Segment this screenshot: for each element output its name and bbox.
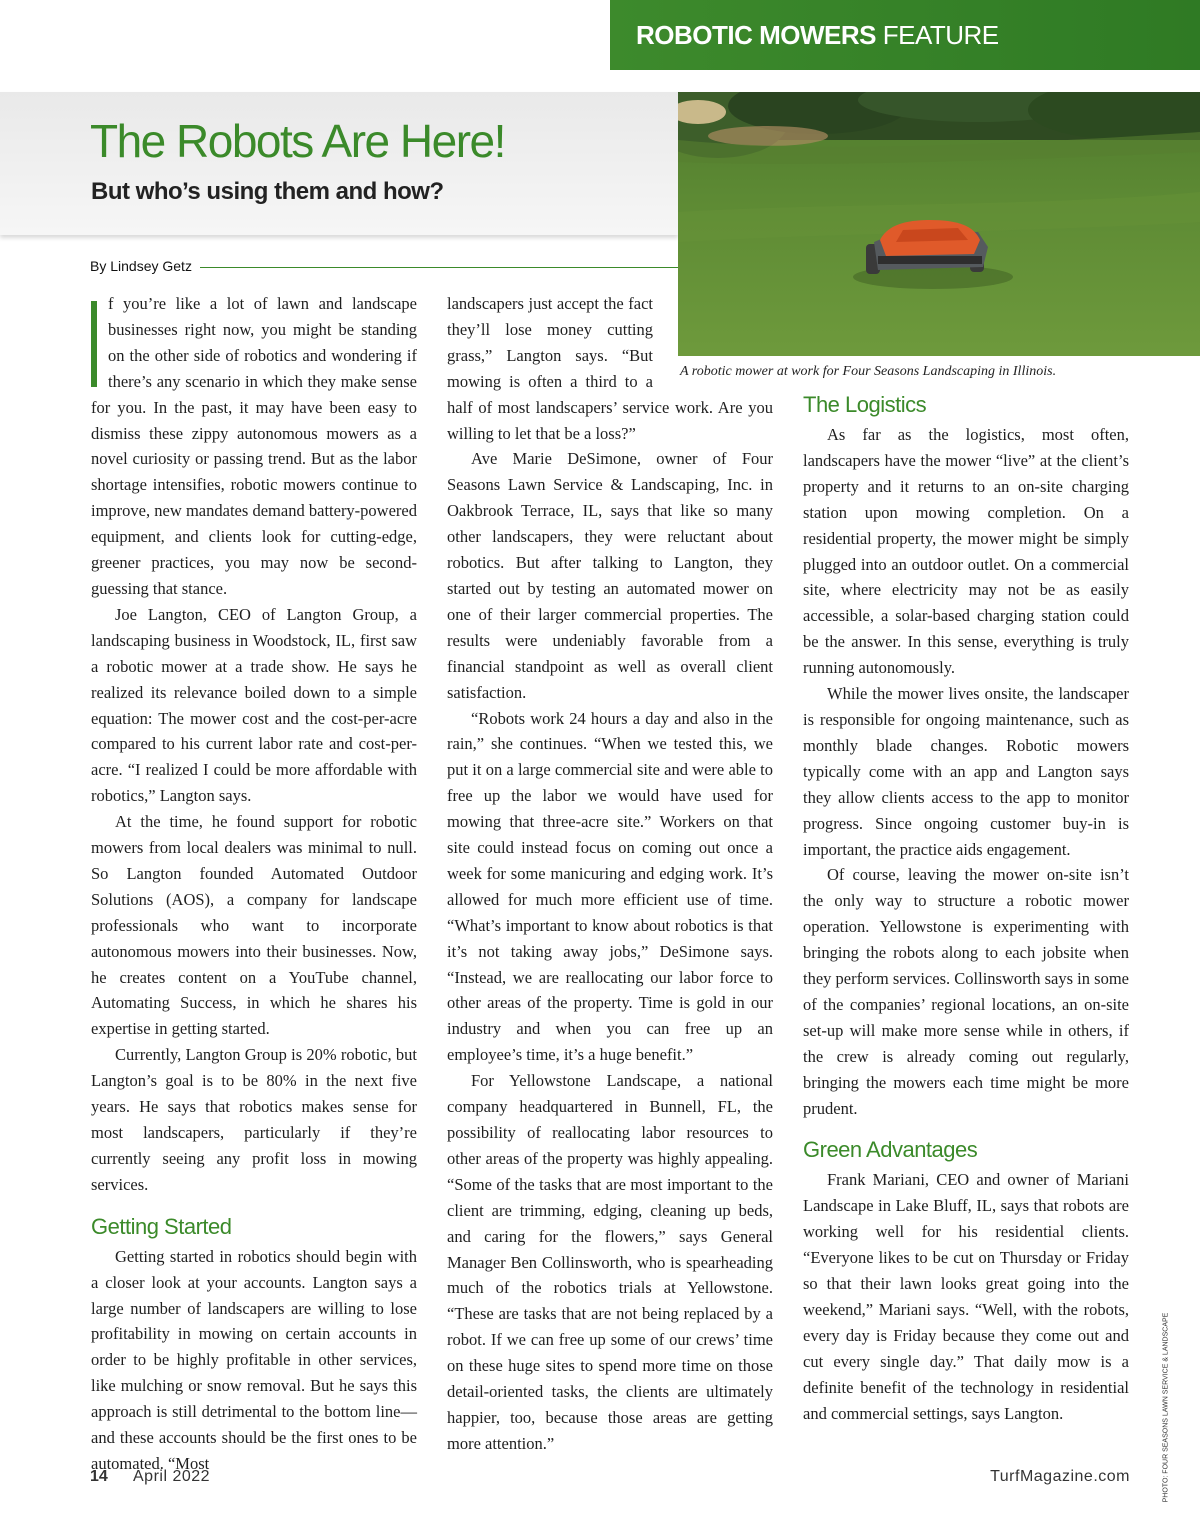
magazine-website: TurfMagazine.com (990, 1468, 1130, 1485)
article-subtitle: But who’s using them and how? (91, 178, 444, 205)
paragraph: Currently, Langton Group is 20% robotic, but Langton’s goal is to be 80% in the next five years. He says that robotics makes sense for most landscapers, particularly if they’re currently seeing any profit loss in mowing services. (91, 1045, 417, 1194)
section-heading-getting-started: Getting Started (91, 1213, 232, 1239)
paragraph: Getting started in robotics should begin with a closer look at your accounts. Langton says a large number of landscapers are willing to lose profitability in mowing on certain accounts in order to be highly profitable in other services, like mulching or snow removal. But he says this approach is still detrimental to the bottom line—and these accounts should be the first ones to be automated. “Most (91, 1246, 417, 1473)
paragraph: “Robots work 24 hours a day and also in the rain,” she continues. “When we tested this, we put it on a large commercial site and were able to free up the labor we would have used for mowing that three-acre site.” Workers on that site could instead focus on coming out once a week for some manicuring and edging work. It’s allowed for much more efficient use of time. “What’s important to know about robotics is that it’s not taking away jobs,” DeSimone says. “Instead, we are reallocating our labor force to other areas of the property. Time is gold in our industry and when you can free up an employee’s time, it’s a huge benefit.” (447, 708, 773, 1065)
paragraph: As far as the logistics, most often, landscapers have the mower “live” at the client’s property and it returns to an on-site charging station upon mowing completion. On a residential property, the mower might be simply plugged into an outdoor outlet. On a commercial site, where electricity may not be as easily accessible, a solar-based charging station could be the answer. In this sense, everything is truly running autonomously. (803, 425, 1129, 678)
issue-date: April 2022 (133, 1468, 211, 1485)
banner-text (636, 20, 999, 51)
article-title: The Robots Are Here! (90, 115, 505, 167)
paragraph: While the mower lives onsite, the landscaper is responsible for ongoing maintenance, such as monthly blade changes. Robotic mowers typically come with an app and Langton says they allow clients access to the app to monitor progress. Since ongoing customer buy-in is important, the practice aids engagement. (803, 684, 1129, 859)
section-heading-logistics: The Logistics (803, 392, 927, 417)
photo-caption: A robotic mower at work for Four Seasons Landscaping in Illinois. (680, 364, 1057, 379)
page-number: 14 (90, 1468, 108, 1485)
photo-wrap-space (653, 291, 773, 369)
section-heading-green-advantages: Green Advantages (803, 1137, 978, 1163)
title-panel (0, 92, 678, 235)
drop-cap (91, 295, 100, 387)
photo-credit (1160, 1300, 1170, 1520)
paragraph: Of course, leaving the mower on-site isn’t the only way to structure a robotic mower operation. Yellowstone is experimenting with bringing the robots along to each jobsite when they perform services. Collinsworth says in some of the companies’ regional locations, an on-site set-up will make more sense while in others, if the crew is already coming out regularly, bringing the mowers each time might be more prudent. (803, 865, 1129, 1118)
column-1 (91, 291, 417, 1477)
paragraph: At the time, he found support for robotic mowers from local dealers was minimal to null. So Langton founded Automated Outdoor Solutions (AOS), a company for landscape professionals who want to incorporate autonomous mowers into their businesses. Now, he creates content on a YouTube channel, Automating Success, in which he shares his expertise in getting started. (91, 812, 417, 1039)
banner-section-type: FEATURE (882, 20, 999, 50)
paragraph: For Yellowstone Landscape, a national company headquartered in Bunnell, FL, the possibility of reallocating labor resources to other areas of the property was highly appealing. “Some of the tasks that are most important to the client are trimming, edging, cleaning up beds, and caring for the flowers,” says General Manager Ben Collinsworth, who is spearheading much of the robotics trials at Yellowstone. “These are tasks that are not being replaced by a robot. If we can free up some of our crews’ time on these huge sites to spend more time on those detail-oriented tasks, the clients are ultimately happier, too, because those areas are getting more attention.” (447, 1071, 773, 1453)
drop-cap-bar (91, 301, 97, 387)
paragraph: Ave Marie DeSimone, owner of Four Seasons Lawn Service & Landscaping, Inc. in Oakbrook Terrace, IL, says that like so many other landscapers, they were reluctant about robotics. But after talking to Langton, they started out by testing an automated mower on one of their larger commercial properties. The results were undeniably favorable from a financial standpoint as well as overall client satisfaction. (447, 449, 773, 702)
paragraph: Joe Langton, CEO of Langton Group, a landscaping business in Woodstock, IL, first saw a robotic mower at a trade show. He says he realized its relevance boiled down to a simple equation: The mower cost and the cost-per-acre compared to his current labor rate and cost-per-acre. “I realized I could be more affordable with robotics,” Langton says. (91, 604, 417, 806)
section-banner (610, 0, 1200, 70)
column-3 (803, 390, 1129, 1427)
photo-credit-text: PHOTO: FOUR SEASONS LAWN SERVICE & LANDSCAPE (1162, 1312, 1170, 1503)
paragraph: f you’re like a lot of lawn and landscape businesses right now, you might be standing on the other side of robotics and wondering if there’s any scenario in which they make sense for you. In the past, it may have been easy to dismiss these zippy autonomous mowers as a novel curiosity or passing trend. But as the labor shortage intensifies, robotic mowers continue to improve, new mandates demand battery-powered equipment, and clients look for cutting-edge, greener practices, you may now be second-guessing that stance. (91, 294, 417, 598)
paragraph: landscapers just accept the fact they’ll lose money cutting grass,” Langton says. “But mowing is often a third to a half of most landscapers’ service work. Are you willing to let that be a loss?” (447, 294, 773, 443)
byline-rule (193, 267, 678, 268)
byline (90, 258, 678, 278)
column-2 (447, 291, 773, 1457)
paragraph: Frank Mariani, CEO and owner of Mariani Landscape in Lake Bluff, IL, says that robots are working well for his residential clients. “Everyone likes to be cut on Thursday or Friday so that their lawn looks great going into the weekend,” Mariani says. “Well, with the robots, every day is Friday because they come out and cut every single day.” That daily mow is a definite benefit of the technology in residential and commercial settings, says Langton. (803, 1170, 1129, 1423)
banner-section-name: ROBOTIC MOWERS (636, 20, 876, 50)
author-name: By Lindsey Getz (90, 258, 200, 274)
